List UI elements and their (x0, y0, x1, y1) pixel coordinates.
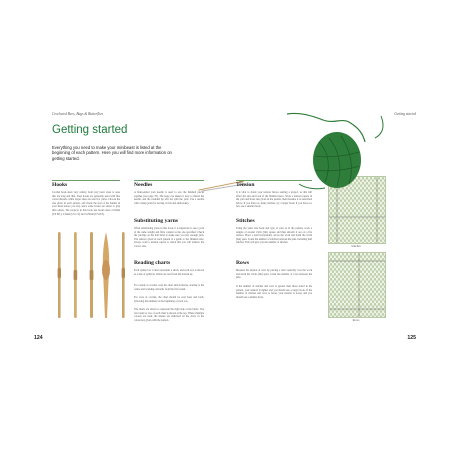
left-page-number: 124 (34, 335, 43, 341)
reading-charts-text-2: For rounds of crochet, read the chart anticlockwise, starting at the centre and working outwards from the first round. (134, 284, 204, 291)
book-spread (30, 112, 420, 342)
crochet-hook (74, 232, 78, 318)
reading-charts-text-3: For rows of crochet, the chart should be read back and forth, following the numbers at the beginning of each row. (134, 296, 204, 303)
reading-charts-text-1: Each symbol on a chart represents a stitch, and each row is shown as a line of symbols. Charts are read from the bottom up. (134, 269, 204, 276)
rows-swatch-chart (328, 252, 386, 318)
substituting-text: When substituting yarns in this book, it is important to use a yarn of the same weight and fibre content as the one specified. Check the yardage on the ball band to make sure you buy enough yarn. The tension given in each pattern is a guide to the finished size; always work a tension square to check that you will achieve the correct size. (134, 227, 204, 248)
left-running-head: Crocheted Bees, Bugs & Butterflies (52, 112, 104, 116)
rows-text-2: If the number of stitches and rows is greater than those stated in the pattern, your tension is tighter and you should use a larger hook. If the number of stitches and rows is fewer, your tension is looser and you should use a smaller hook. (236, 285, 312, 299)
tension-heading: Tension (236, 182, 255, 188)
left-page (30, 112, 226, 342)
crochet-hook (102, 232, 110, 318)
crochet-hook (122, 232, 125, 318)
right-running-head: Getting started (394, 112, 416, 116)
needles-text: A blunt-ended yarn needle is used to sew the finished pieces together (see page 33). The large eye makes it easy to thread the needle, and the rounded tip will not split the yarn. Use a needle with a sharp point for sewing on felt and embroidery. (134, 191, 204, 205)
stitches-caption: Stitches (351, 244, 361, 248)
hooks-text: Crochet hook sizes vary widely, from very basic sizes to ones that are long and thin. Steel hooks are generally used with fine cotton threads, while larger sizes are used for yarns. Choose the size given in each pattern, and check the feel of the handle in your hand before you buy, since some hooks are easier to grip than others. The projects in this book use hooks sizes 2.25mm (US B/1), 2.5mm (US C/2) and 3.25mm (US D/3). (52, 191, 120, 216)
substituting-heading: Substituting yarns (134, 218, 178, 224)
tension-text: It is vital to check your tension before starting a project, as this will affect the size and look of the finished piece. Work a tension square in the yarn and hook size given in the pattern, then measure it as described below. If you have too many stitches, try a larger hook; if you have too few, use a smaller hook. (236, 191, 312, 209)
right-page-number: 125 (407, 335, 416, 341)
yarn-ball-image (285, 112, 395, 192)
crochet-hook (58, 232, 61, 318)
page-title: Getting started (52, 124, 128, 136)
stitches-text: Using the same size hook and type of yarn as in the pattern, work a sample of around 13cm (5in) square and then smooth it out on a flat surface. Place a ruler horizontally across the work and mark the 10cm (4in) span. Count the number of stitches between the pins, including half stitches. This will give you the number of stitches. (236, 227, 312, 245)
hooks-heading: Hooks (52, 182, 68, 188)
needles-rule (134, 180, 204, 181)
rows-text-1: Measure the tension of rows by placing a ruler vertically over the work and mark the 10cm (4in) span. Count the number of rows between the pins. (236, 269, 312, 280)
intro-text: Everything you need to make your minibeast is listed at the beginning of each pattern. Here you will find more information on getting started. (52, 145, 172, 161)
hooks-rule (52, 180, 120, 181)
reading-charts-heading: Reading charts (134, 260, 171, 266)
stitches-heading: Stitches (236, 218, 255, 224)
rows-heading: Rows (236, 260, 250, 266)
reading-charts-text-4: The charts are drawn to represent the right side of the fabric. The last round or row of each chart is shown at the top. Where multiple colours are used, the shades are indicated on the chart, in the colour key given with the pattern. (134, 308, 204, 322)
crochet-hook (90, 232, 94, 318)
rows-caption: Rows (352, 318, 360, 322)
needles-heading: Needles (134, 182, 153, 188)
crochet-hooks-image (52, 230, 132, 322)
